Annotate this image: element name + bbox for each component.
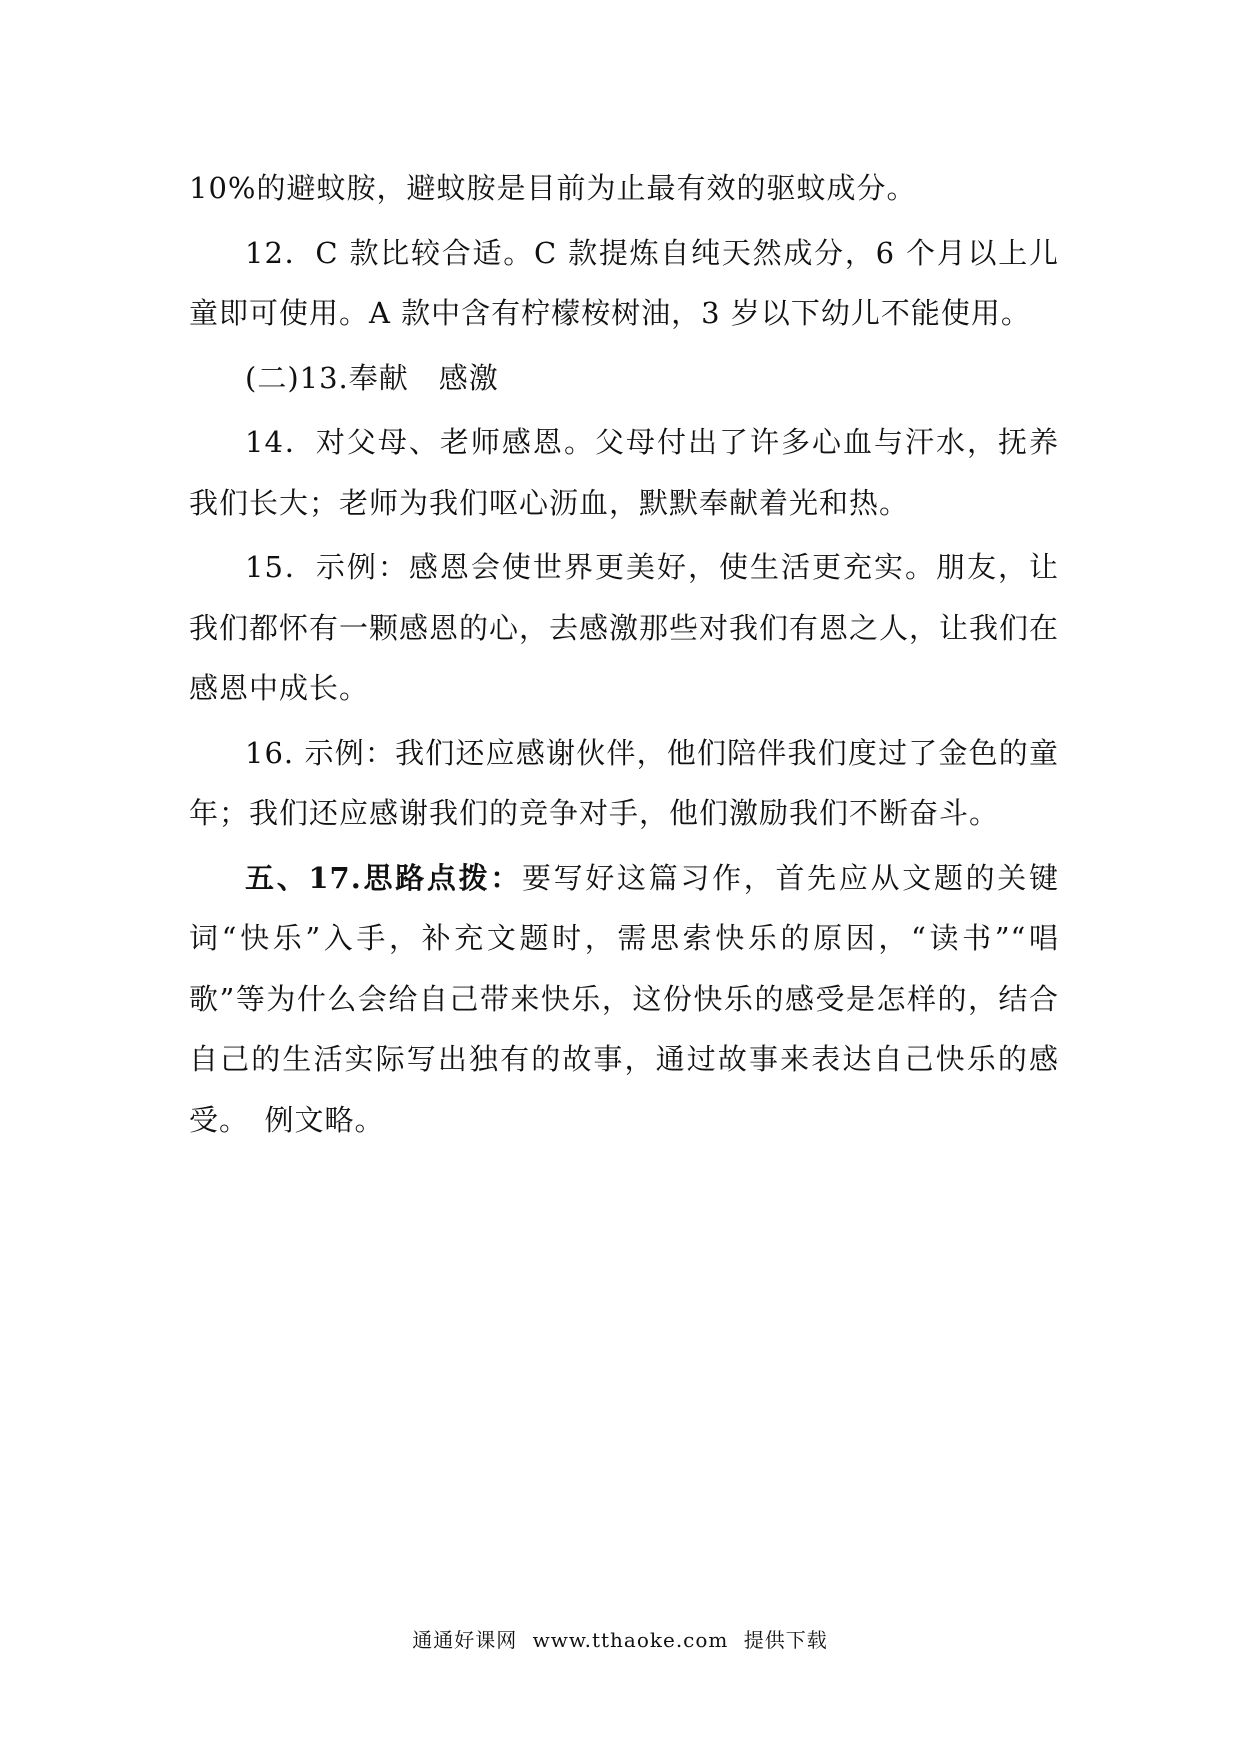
answer-17-lead: 五、17. — [245, 860, 362, 895]
paragraph-continuation: 10%的避蚊胺，避蚊胺是目前为止最有效的驱蚊成分。 — [189, 171, 917, 205]
answer-14: 14．对父母、老师感恩。父母付出了许多心血与汗水，抚养我们长大；老师为我们呕心沥血，默默奉献着光和热。 — [189, 425, 1059, 520]
answer-17-tail: 例文略。 — [234, 1102, 385, 1137]
answer-15: 15．示例：感恩会使世界更美好，使生活更充实。朋友，让我们都怀有一颗感恩的心，去感激那些对我们有恩之人，让我们在感恩中成长。 — [189, 550, 1060, 705]
answer-17 — [189, 848, 1059, 1151]
answer-17-body: 要写好这篇习作，首先应从文题的关键词“快乐”入手，补充文题时，需思索快乐的原因，“读书”“唱歌”等为什么会给自己带来快乐，这份快乐的感受是怎样的，结合自己的生活实际写出独有的故事，通过故事来表达自己快乐的感受。 — [189, 860, 1059, 1137]
answer-16: 16. 示例：我们还应感谢伙伴，他们陪伴我们度过了金色的童年；我们还应感谢我们的竞争对手，他们激励我们不断奋斗。 — [189, 735, 1059, 830]
answer-17-label: 思路点拨： — [361, 860, 522, 895]
answer-12: 12．C 款比较合适。C 款提炼自纯天然成分，6 个月以上儿童即可使用。A 款中含有柠檬桉树油，3 岁以下幼儿不能使用。 — [189, 235, 1059, 330]
answer-content — [189, 158, 1059, 1154]
answer-13: (二)13.奉献 感激 — [245, 360, 499, 395]
footer-site-name: 通通好课网 — [412, 1628, 518, 1652]
footer-suffix: 提供下载 — [743, 1628, 828, 1652]
footer-url: www.tthaoke.com — [532, 1628, 729, 1652]
page-footer — [0, 1624, 1240, 1653]
